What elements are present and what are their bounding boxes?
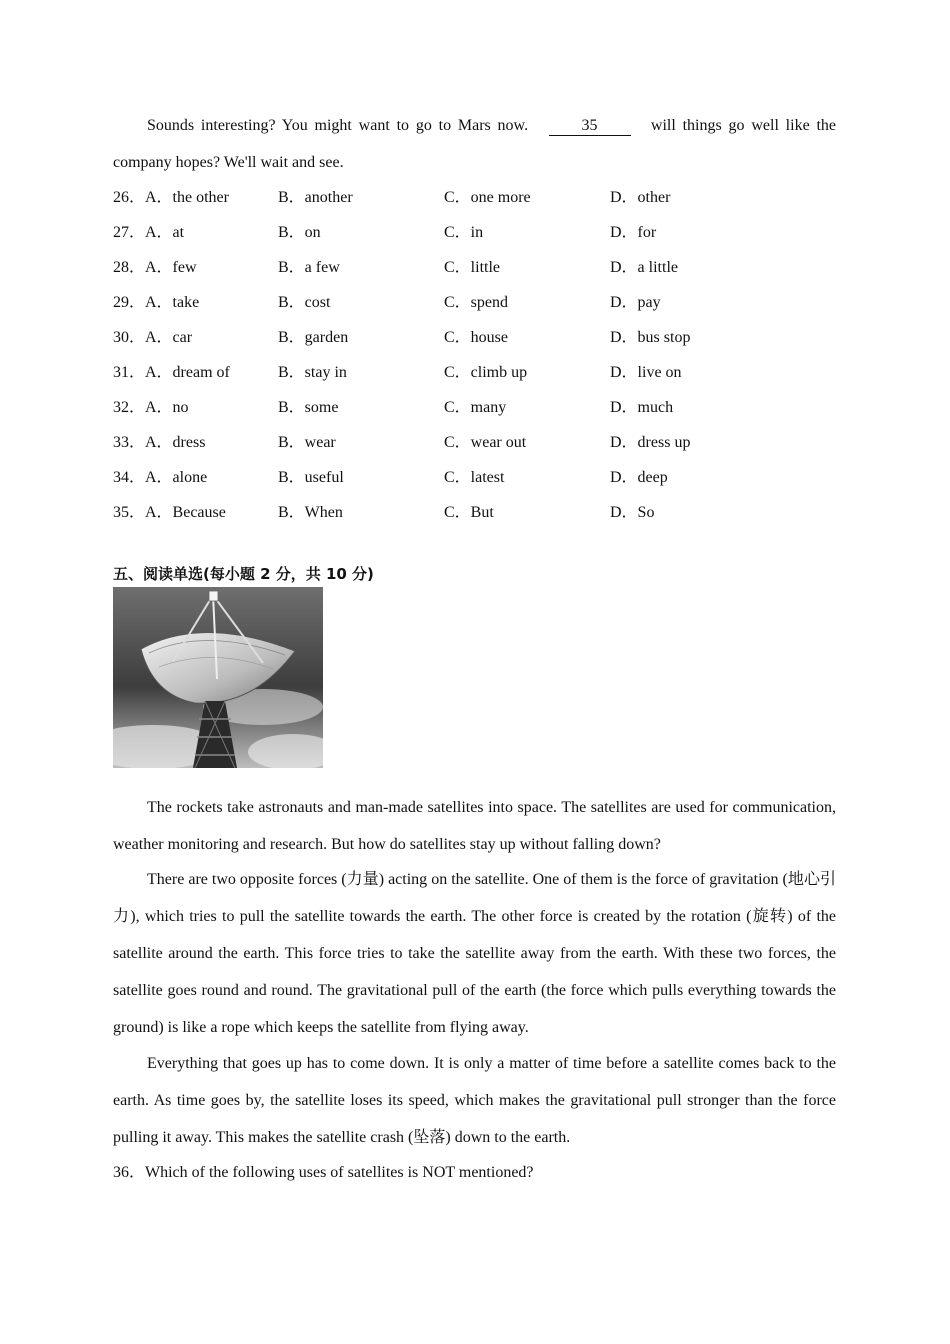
- option-a: A．few: [145, 259, 197, 276]
- option-a: A．dream of: [145, 364, 230, 381]
- option-c: C．wear out: [444, 434, 527, 451]
- question-row-30: [113, 326, 836, 350]
- question-number: 26．: [113, 189, 146, 206]
- option-c: C．spend: [444, 294, 509, 311]
- question-row-28: [113, 256, 836, 280]
- option-d: D．bus stop: [610, 329, 691, 346]
- answer-blank-35: 35: [549, 117, 631, 136]
- option-d: D．live on: [610, 364, 682, 381]
- question-row-35: [113, 501, 836, 525]
- passage-paragraph-1: The rockets take astronauts and man-made satellites into space. The satellites are used for communication, weather monitoring and research. But how do satellites stay up without falling down?: [113, 799, 836, 853]
- question-number: 30．: [113, 329, 146, 346]
- option-b: B．wear: [278, 434, 336, 451]
- question-number: 34．: [113, 469, 146, 486]
- option-a: A．the other: [145, 189, 229, 206]
- option-b: B．When: [278, 504, 343, 521]
- question-row-32: [113, 396, 836, 420]
- question-36: 36．Which of the following uses of satellites is NOT mentioned?: [113, 1164, 534, 1181]
- question-number: 31．: [113, 364, 146, 381]
- option-d: D．deep: [610, 469, 668, 486]
- passage-paragraph-2: There are two opposite forces (力量) acting on the satellite. One of them is the force of gravitation (地心引力), which tries to pull the satellite towards the earth. The other force is created by the rotation (旋转) of the satellite around the earth. This force tries to take the satellite away from the earth. With these two forces, the satellite goes round and round. The gravitational pull of the earth (the force which pulls everything towards the ground) is like a rope which keeps the satellite from flying away.: [113, 871, 836, 1036]
- question-row-26: [113, 186, 836, 210]
- question-number: 32．: [113, 399, 146, 416]
- passage-paragraph-3: Everything that goes up has to come down. It is only a matter of time before a satellite comes back to the earth. As time goes by, the satellite loses its speed, which makes the gravitational pull stronger than the force pulling it away. This makes the satellite crash (坠落) down to the earth.: [113, 1055, 836, 1146]
- intro-text-after: will things go well like the company hopes? We'll wait and see.: [113, 117, 837, 171]
- question-number: 35．: [113, 504, 146, 521]
- option-b: B．some: [278, 399, 339, 416]
- option-c: C．But: [444, 504, 494, 521]
- satellite-dish-icon: [113, 587, 323, 768]
- option-d: D．So: [610, 504, 655, 521]
- option-d: D．other: [610, 189, 671, 206]
- option-a: A．take: [145, 294, 200, 311]
- option-a: A．Because: [145, 504, 226, 521]
- option-d: D．much: [610, 399, 674, 416]
- option-b: B．another: [278, 189, 353, 206]
- option-c: C．climb up: [444, 364, 528, 381]
- question-row-34: [113, 466, 836, 490]
- option-d: D．a little: [610, 259, 678, 276]
- option-d: D．pay: [610, 294, 661, 311]
- question-number: 33．: [113, 434, 146, 451]
- option-d: D．dress up: [610, 434, 691, 451]
- section-title: 五、阅读单选(每小题 2 分，共 10 分): [113, 565, 374, 583]
- option-d: D．for: [610, 224, 657, 241]
- option-a: A．no: [145, 399, 189, 416]
- option-c: C．many: [444, 399, 507, 416]
- option-a: A．alone: [145, 469, 208, 486]
- question-row-31: [113, 361, 836, 385]
- intro-text-before: Sounds interesting? You might want to go to Mars now.: [147, 117, 529, 134]
- option-c: C．in: [444, 224, 484, 241]
- option-b: B．useful: [278, 469, 344, 486]
- option-b: B．garden: [278, 329, 349, 346]
- option-c: C．one more: [444, 189, 531, 206]
- option-a: A．dress: [145, 434, 206, 451]
- option-b: B．a few: [278, 259, 340, 276]
- question-number: 29．: [113, 294, 146, 311]
- option-b: B．stay in: [278, 364, 347, 381]
- option-a: A．car: [145, 329, 193, 346]
- question-row-33: [113, 431, 836, 455]
- question-number: 27．: [113, 224, 146, 241]
- option-b: B．cost: [278, 294, 331, 311]
- question-row-27: [113, 221, 836, 245]
- option-a: A．at: [145, 224, 185, 241]
- question-row-29: [113, 291, 836, 315]
- intro-paragraph: [113, 107, 836, 181]
- option-b: B．on: [278, 224, 321, 241]
- option-c: C．latest: [444, 469, 505, 486]
- option-c: C．little: [444, 259, 501, 276]
- question-number: 28．: [113, 259, 146, 276]
- option-c: C．house: [444, 329, 509, 346]
